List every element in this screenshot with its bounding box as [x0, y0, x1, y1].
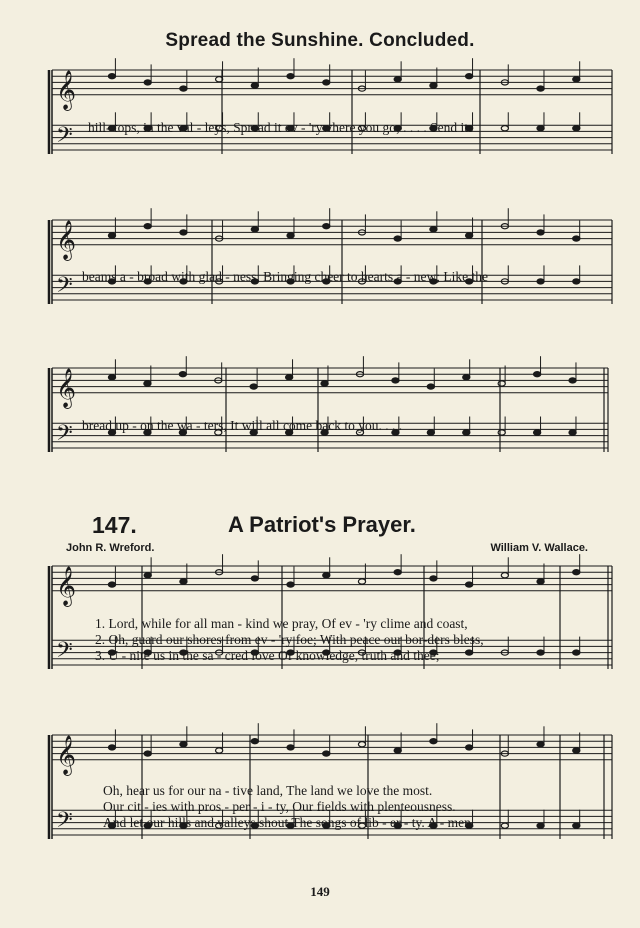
- notehead: [430, 83, 437, 88]
- notehead: [323, 224, 330, 229]
- notehead: [537, 650, 544, 655]
- bass-clef-icon: 𝄢: [56, 420, 73, 451]
- piece-title: Spread the Sunshine. Concluded.: [165, 30, 475, 51]
- verse-2-line-a: 2. Oh, guard our shores from ev - 'ry foe; With peace our bor-ders bless,: [95, 632, 484, 647]
- notehead: [287, 74, 294, 79]
- notehead: [108, 375, 115, 380]
- notehead: [144, 751, 151, 756]
- notehead: [501, 823, 508, 828]
- notehead: [537, 579, 544, 584]
- notehead: [251, 576, 258, 581]
- notehead: [287, 745, 294, 750]
- notehead: [573, 77, 580, 82]
- notehead: [251, 83, 258, 88]
- notehead: [108, 74, 115, 79]
- notehead: [394, 236, 401, 241]
- notehead: [251, 227, 258, 232]
- notehead: [180, 86, 187, 91]
- bass-clef-icon: 𝄢: [56, 807, 73, 838]
- notehead: [537, 126, 544, 131]
- lyric-line-system-2: beams a - broad with glad - ness, Bringing cheer to hearts a - new; Like the: [82, 269, 488, 284]
- notehead: [569, 430, 576, 435]
- treble-clef-icon: 𝄞: [56, 367, 77, 408]
- treble-clef-icon: 𝄞: [56, 734, 77, 775]
- notehead: [537, 279, 544, 284]
- notehead: [501, 126, 508, 131]
- notehead: [108, 745, 115, 750]
- notehead: [573, 279, 580, 284]
- verse-1-line-a: 1. Lord, while for all man - kind we pray, Of ev - 'ry clime and coast,: [95, 616, 468, 631]
- notehead: [537, 230, 544, 235]
- notehead: [251, 739, 258, 744]
- notehead: [463, 430, 470, 435]
- notehead: [323, 573, 330, 578]
- notehead: [466, 233, 473, 238]
- notehead: [534, 372, 541, 377]
- notehead: [537, 742, 544, 747]
- notehead: [573, 236, 580, 241]
- notehead: [534, 430, 541, 435]
- notehead: [430, 576, 437, 581]
- notehead: [108, 233, 115, 238]
- notehead: [287, 582, 294, 587]
- verse-1-line-b: Oh, hear us for our na - tive land, The land we love the most.: [103, 783, 433, 798]
- notehead: [498, 430, 505, 435]
- bass-clef-icon: 𝄢: [56, 272, 73, 303]
- notehead: [144, 80, 151, 85]
- verse-3-line-a: 3. U - nite us in the sa - cred love Of knowledge, truth and thee;: [95, 648, 440, 663]
- notehead: [179, 372, 186, 377]
- notehead: [430, 227, 437, 232]
- notehead: [427, 384, 434, 389]
- notehead: [466, 74, 473, 79]
- notehead: [323, 751, 330, 756]
- notehead: [537, 86, 544, 91]
- notehead: [323, 80, 330, 85]
- notehead: [392, 378, 399, 383]
- notehead: [394, 570, 401, 575]
- notehead: [250, 384, 257, 389]
- treble-clef-icon: 𝄞: [56, 565, 77, 606]
- notehead: [180, 579, 187, 584]
- notehead: [108, 582, 115, 587]
- notehead: [466, 582, 473, 587]
- hymn-number: 147.: [92, 512, 137, 538]
- notehead: [287, 233, 294, 238]
- composer-credit: William V. Wallace.: [490, 542, 588, 554]
- notehead: [216, 748, 223, 753]
- notehead: [573, 748, 580, 753]
- treble-clef-icon: 𝄞: [56, 69, 77, 110]
- notehead: [569, 378, 576, 383]
- notehead: [501, 573, 508, 578]
- treble-clef-icon: 𝄞: [56, 219, 77, 260]
- hymn-title: A Patriot's Prayer.: [228, 512, 416, 537]
- notehead: [573, 570, 580, 575]
- notehead: [573, 126, 580, 131]
- notehead: [180, 742, 187, 747]
- notehead: [466, 650, 473, 655]
- notehead: [394, 77, 401, 82]
- notehead: [286, 375, 293, 380]
- notehead: [144, 573, 151, 578]
- notehead: [573, 823, 580, 828]
- notehead: [358, 742, 365, 747]
- notehead: [358, 579, 365, 584]
- notehead: [427, 430, 434, 435]
- notehead: [466, 745, 473, 750]
- lyric-line-system-1: hill- tops, in the val - leys, Spread it ev - 'rywhere you go; . . . . Send its: [88, 120, 474, 135]
- verse-2-line-b: Our cit - ies with pros - per - i - ty, Our fields with plenteousness.: [103, 799, 456, 814]
- notehead: [321, 381, 328, 386]
- notehead: [430, 739, 437, 744]
- notehead: [144, 224, 151, 229]
- bass-clef-icon: 𝄢: [56, 637, 73, 668]
- notehead: [573, 650, 580, 655]
- bass-clef-icon: 𝄢: [56, 122, 73, 153]
- notehead: [463, 375, 470, 380]
- verse-3-line-b: And let our hills and valleys shout The songs of lib - er - ty. A - men.: [103, 815, 475, 830]
- notehead: [180, 230, 187, 235]
- notehead: [498, 381, 505, 386]
- page-number: 149: [310, 884, 330, 899]
- author-credit: John R. Wreford.: [66, 542, 155, 554]
- notehead: [394, 748, 401, 753]
- lyric-line-system-3: bread up - on the wa - ters, It will all come back to you. . . .: [82, 418, 403, 433]
- notehead: [144, 381, 151, 386]
- notehead: [537, 823, 544, 828]
